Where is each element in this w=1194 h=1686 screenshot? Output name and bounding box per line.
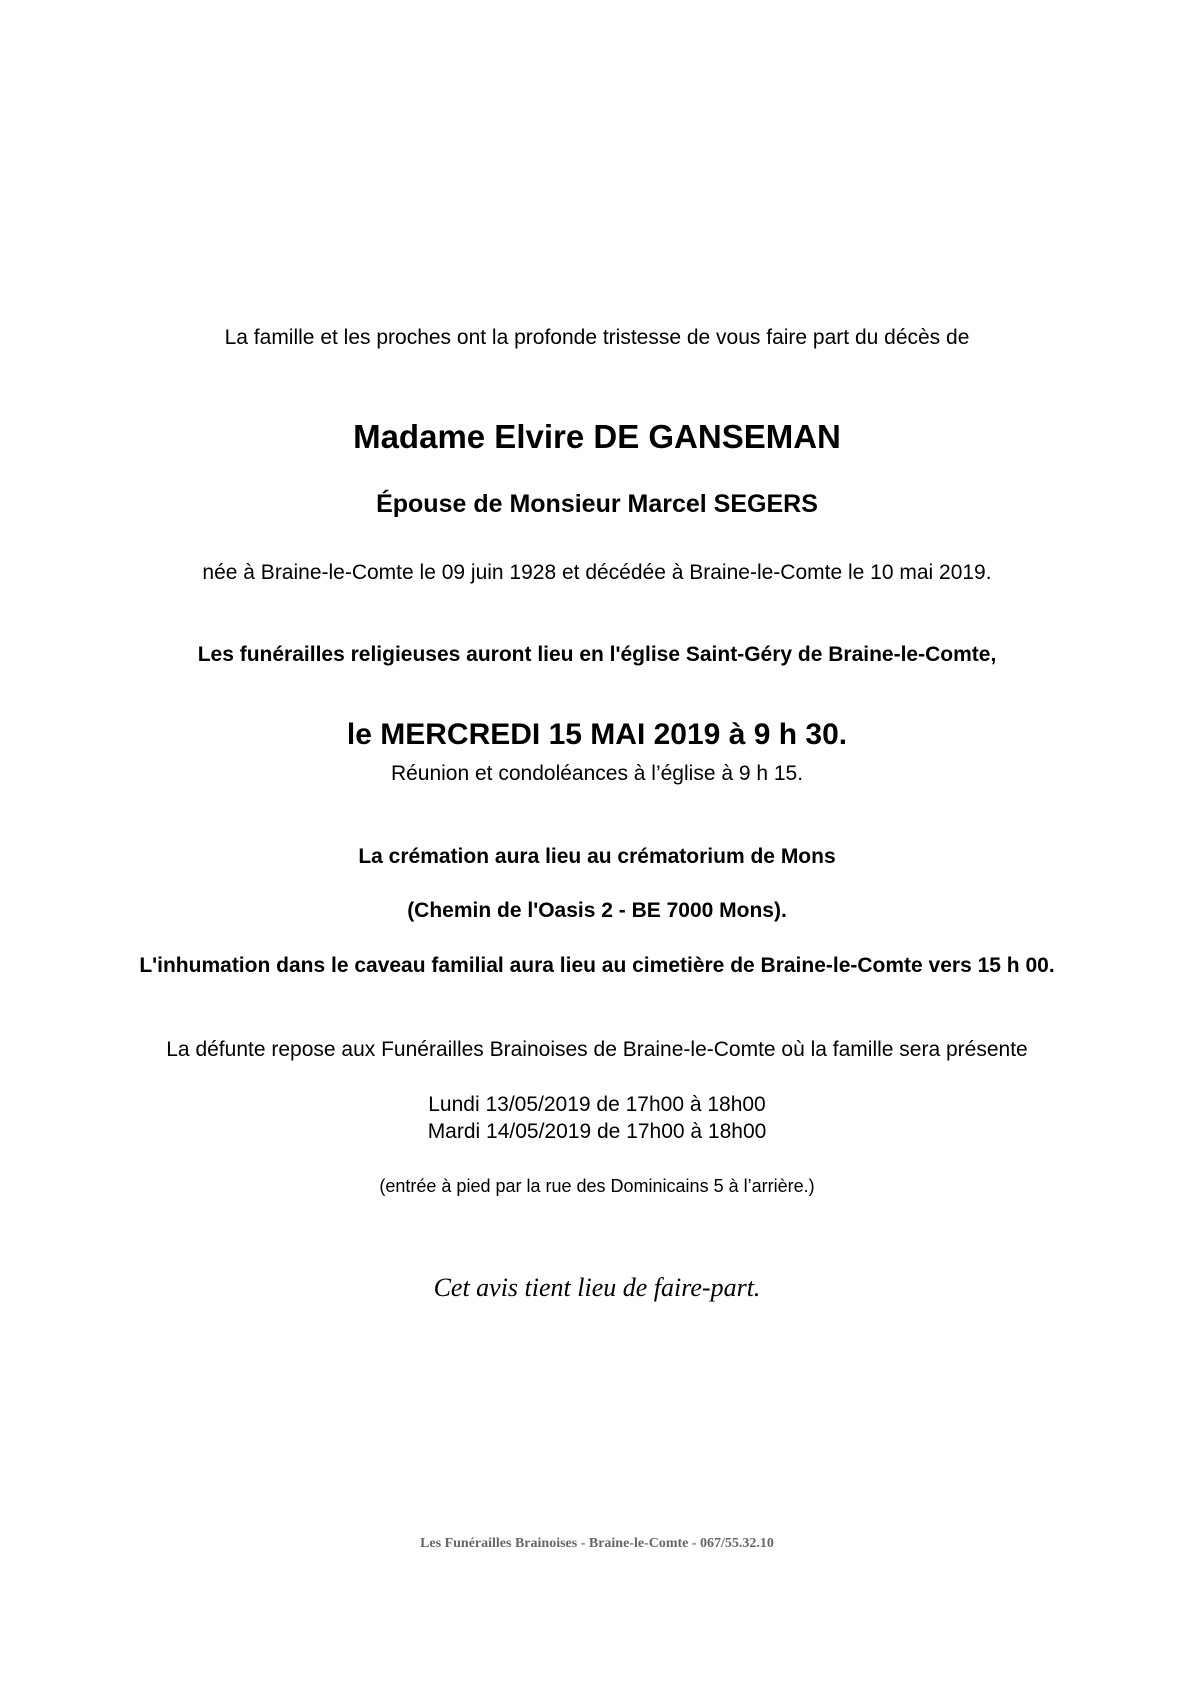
visit-time-1: Lundi 13/05/2019 de 17h00 à 18h00 bbox=[428, 1093, 766, 1116]
footer-text: Les Funérailles Brainoises - Braine-le-Comte - 067/55.32.10 bbox=[420, 1536, 774, 1551]
reunion-line: Réunion et condoléances à l’église à 9 h 15. bbox=[390, 762, 804, 785]
burial-line: L'inhumation dans le caveau familial aura lieu au cimetière de Braine-le-Comte vers 15 h 00. bbox=[139, 954, 1055, 977]
visit-time-2: Mardi 14/05/2019 de 17h00 à 18h00 bbox=[427, 1120, 767, 1143]
entry-note: (entrée à pied par la rue des Dominicains 5 à l’arrière.) bbox=[379, 1176, 815, 1196]
birth-death-line: née à Braine-le-Comte le 09 juin 1928 et décédée à Braine-le-Comte le 10 mai 2019. bbox=[202, 561, 992, 584]
deceased-name: Madame Elvire DE GANSEMAN bbox=[353, 418, 841, 455]
funeral-date: le MERCREDI 15 MAI 2019 à 9 h 30. bbox=[346, 718, 848, 751]
rest-location-line: La défunte repose aux Funérailles Brainoises de Braine-le-Comte où la famille sera présente bbox=[166, 1038, 1028, 1061]
funeral-location: Les funérailles religieuses auront lieu en l'église Saint-Géry de Braine-le-Comte, bbox=[197, 643, 997, 666]
crematorium-address: (Chemin de l'Oasis 2 - BE 7000 Mons). bbox=[407, 899, 787, 922]
cremation-line: La crémation aura lieu au crématorium de Mons bbox=[358, 845, 836, 868]
spouse-line: Épouse de Monsieur Marcel SEGERS bbox=[376, 490, 818, 518]
intro-text: La famille et les proches ont la profonde tristesse de vous faire part du décès de bbox=[224, 326, 970, 349]
avis-note: Cet avis tient lieu de faire-part. bbox=[433, 1273, 761, 1302]
